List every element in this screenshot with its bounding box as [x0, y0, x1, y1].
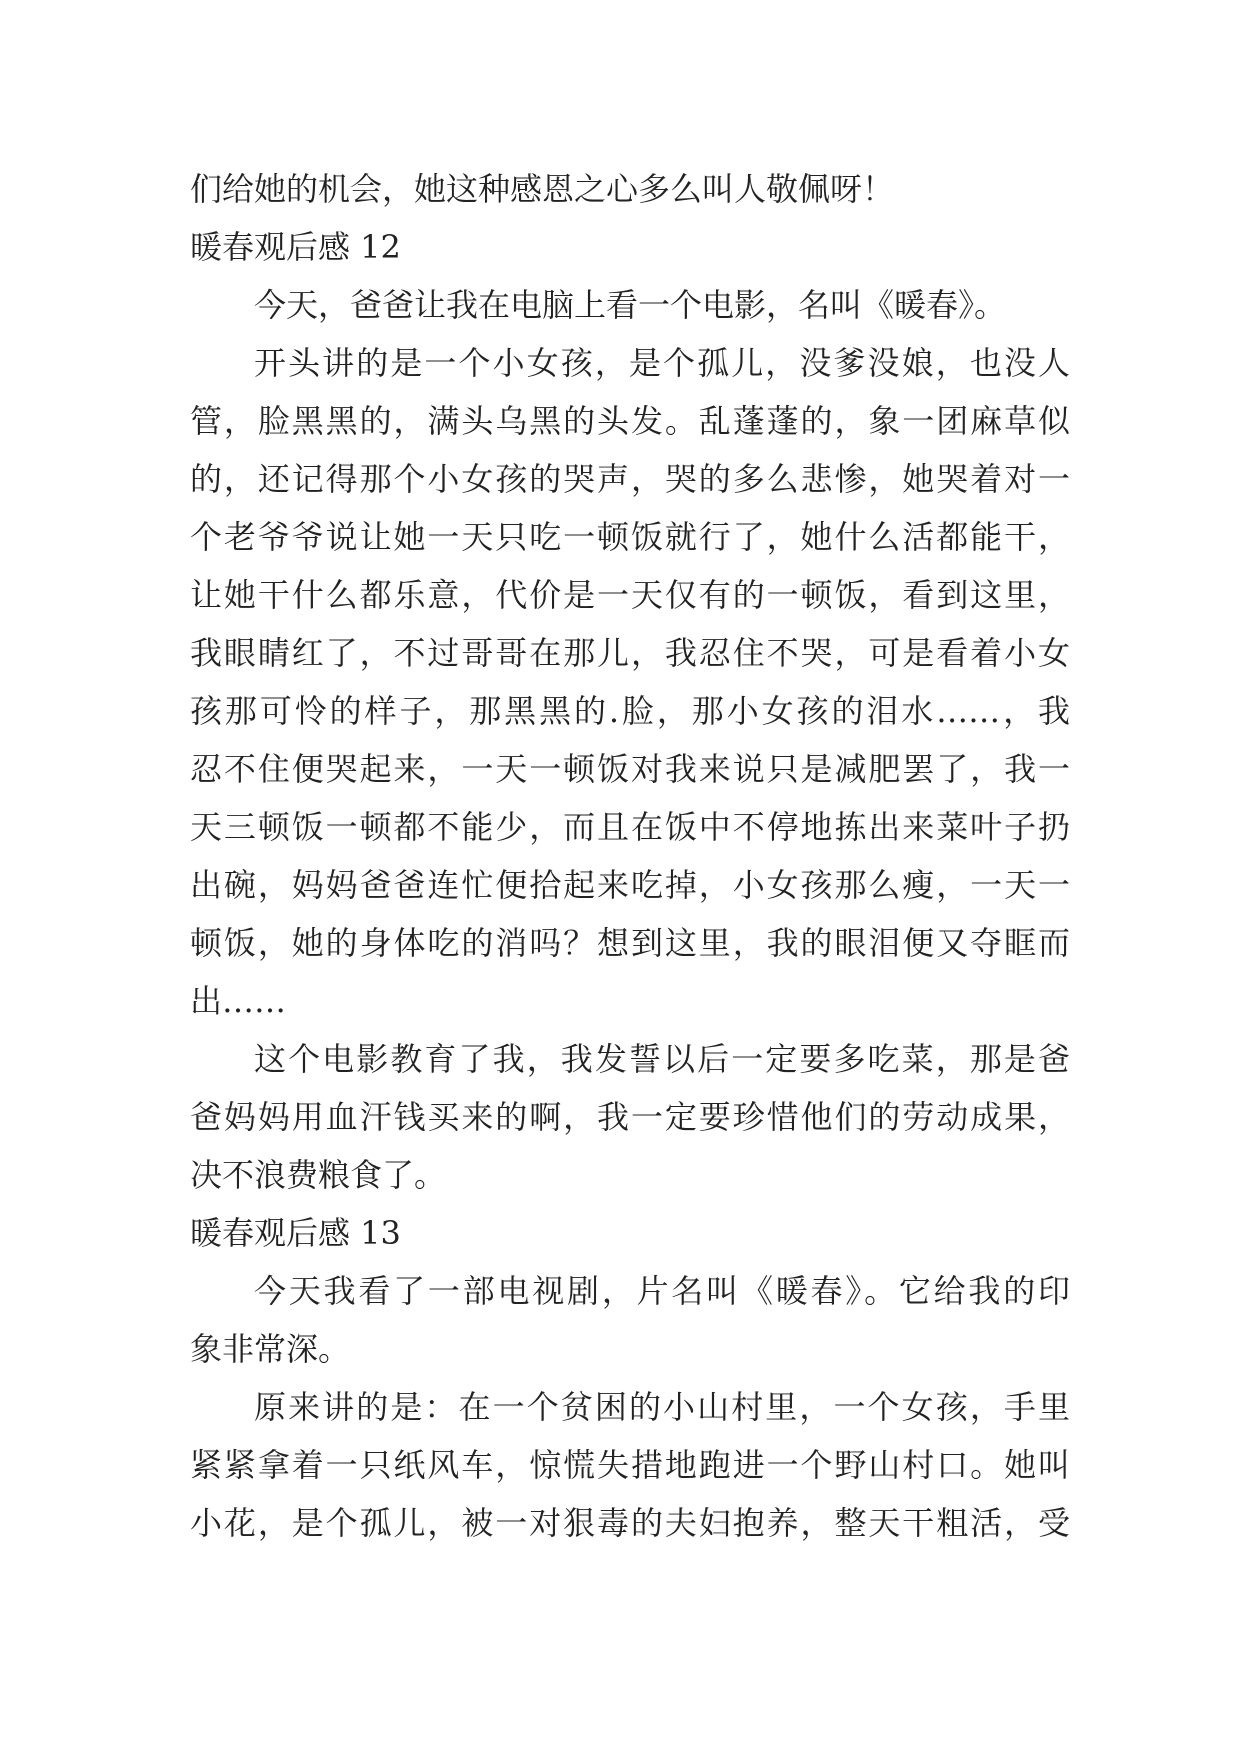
text-line: 出…… — [190, 982, 287, 1020]
text-line: 管，脸黑黑的，满头乌黑的头发。乱蓬蓬的，象一团麻草似 — [190, 402, 1070, 440]
text-line: 今天我看了一部电视剧，片名叫《暖春》。它给我的印 — [254, 1272, 1070, 1310]
text-line: 紧紧拿着一只纸风车，惊慌失措地跑进一个野山村口。她叫 — [190, 1446, 1070, 1484]
text-line: 这个电影教育了我，我发誓以后一定要多吃菜，那是爸 — [254, 1040, 1070, 1078]
text-line: 我眼睛红了，不过哥哥在那儿，我忍住不哭，可是看着小女 — [190, 634, 1070, 672]
text-line: 天三顿饭一顿都不能少，而且在饭中不停地拣出来菜叶子扔 — [190, 808, 1070, 846]
text-line: 出碗，妈妈爸爸连忙便拾起来吃掉，小女孩那么瘦，一天一 — [190, 866, 1070, 904]
text-line: 孩那可怜的样子，那黑黑的.脸，那小女孩的泪水……，我 — [190, 692, 1070, 730]
text-line: 让她干什么都乐意，代价是一天仅有的一顿饭，看到这里， — [190, 576, 1070, 614]
text-line: 小花，是个孤儿，被一对狠毒的夫妇抱养，整天干粗活，受 — [190, 1504, 1070, 1542]
text-line: 开头讲的是一个小女孩，是个孤儿，没爹没娘，也没人 — [254, 344, 1070, 382]
section-heading: 暖春观后感 13 — [190, 1214, 401, 1252]
text-line: 们给她的机会，她这种感恩之心多么叫人敬佩呀！ — [190, 170, 895, 208]
text-line: 决不浪费粮食了。 — [190, 1156, 447, 1194]
text-line: 象非常深。 — [190, 1330, 351, 1368]
document-body — [190, 160, 1070, 1552]
text-line: 爸妈妈用血汗钱买来的啊，我一定要珍惜他们的劳动成果， — [190, 1098, 1070, 1136]
text-line: 顿饭，她的身体吃的消吗？想到这里，我的眼泪便又夺眶而 — [190, 924, 1070, 962]
section-heading: 暖春观后感 12 — [190, 228, 401, 266]
text-line: 原来讲的是：在一个贫困的小山村里，一个女孩，手里 — [254, 1388, 1070, 1426]
text-line: 忍不住便哭起来，一天一顿饭对我来说只是减肥罢了，我一 — [190, 750, 1070, 788]
text-line: 个老爷爷说让她一天只吃一顿饭就行了，她什么活都能干， — [190, 518, 1070, 556]
text-line: 今天，爸爸让我在电脑上看一个电影，名叫《暖春》。 — [254, 286, 1007, 324]
text-line: 的，还记得那个小女孩的哭声，哭的多么悲惨，她哭着对一 — [190, 460, 1070, 498]
